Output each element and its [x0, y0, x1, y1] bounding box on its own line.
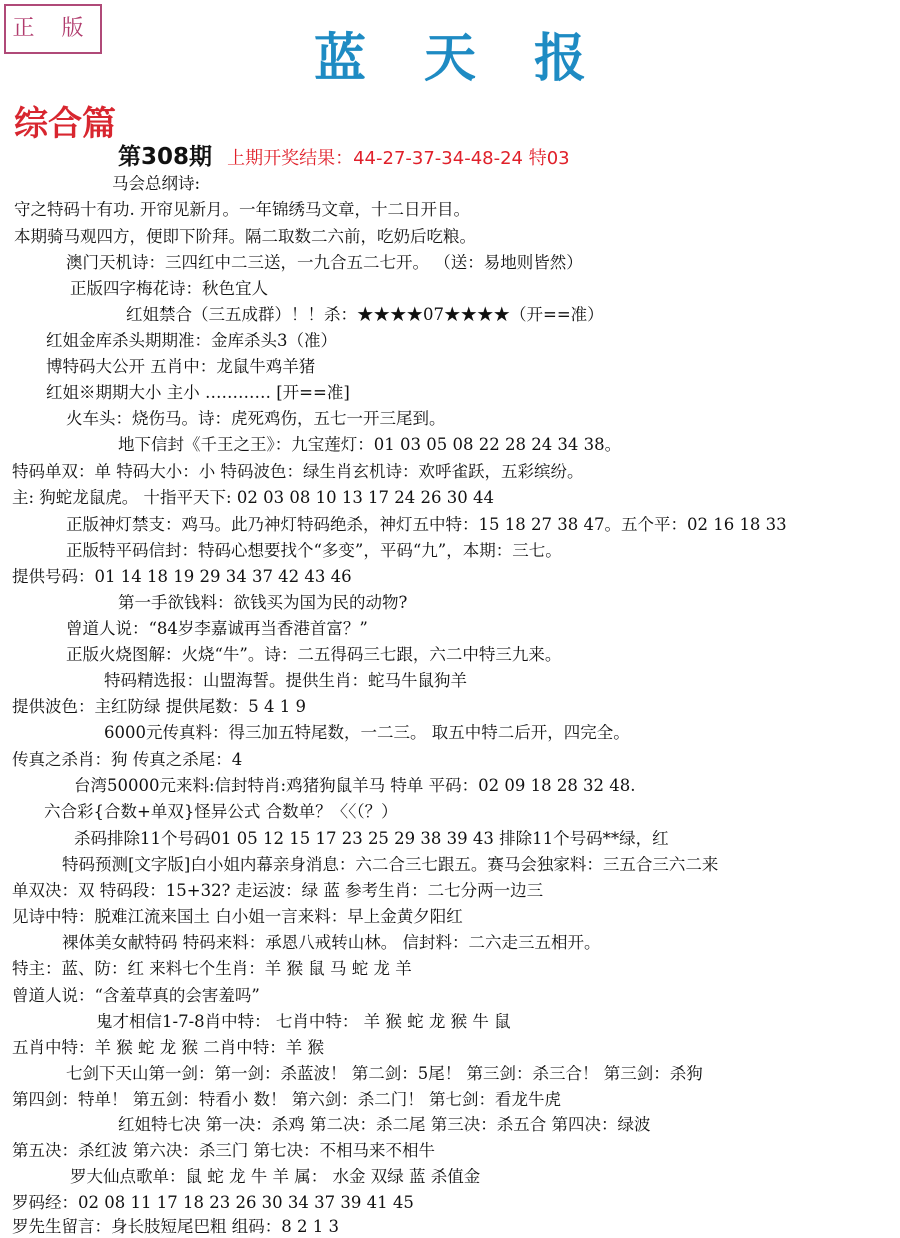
text-line: 罗大仙点歌单：鼠 蛇 龙 牛 羊 属： 水金 双绿 蓝 杀值金 — [70, 1167, 481, 1186]
issue-row — [118, 138, 570, 171]
text-line: 裸体美女献特码 特码来料：承恩八戒转山林。 信封料：二六走三五相开。 — [62, 933, 601, 952]
text-line: 提供号码：01 14 18 19 29 34 37 42 43 46 — [12, 567, 352, 586]
text-line: 主: 狗蛇龙鼠虎。 十指平天下: 02 03 08 10 13 17 24 26 30 44 — [12, 488, 495, 507]
text-line: 特码单双：单 特码大小：小 特码波色：绿生肖玄机诗：欢呼雀跃，五彩缤纷。 — [12, 462, 584, 481]
text-line: 正版四字梅花诗：秋色宜人 — [70, 279, 268, 298]
text-line: 七剑下天山第一剑：第一剑：杀蓝波！ 第二剑：5尾！ 第三剑：杀三合！ 第三剑：杀狗 — [66, 1064, 703, 1083]
text-line: 鬼才相信1-7-8肖中特： 七肖中特： 羊 猴 蛇 龙 猴 牛 鼠 — [96, 1012, 511, 1031]
text-line: 正版火烧图解：火烧“牛”。诗：二五得码三七跟，六二中特三九来。 — [66, 645, 562, 664]
text-line: 单双决：双 特码段：15+32? 走运波：绿 蓝 参考生肖：二七分两一边三 — [12, 881, 544, 900]
text-line: 特码预测[文字版]白小姐内幕亲身消息：六二合三七跟五。赛马会独家料：三五合三六二来 — [62, 855, 719, 874]
section-title: 综合篇 — [14, 104, 116, 144]
text-line: 罗码经：02 08 11 17 18 23 26 30 34 37 39 41 45 — [12, 1193, 414, 1212]
text-line: 曾道人说：“含羞草真的会害羞吗” — [12, 986, 260, 1005]
text-line: 地下信封《千王之王》：九宝莲灯：01 03 05 08 22 28 24 34 38。 — [118, 435, 622, 454]
text-line: 红姐※期期大小 主小 ………… [开==准] — [46, 383, 350, 402]
text-line: 澳门天机诗：三四红中二三送，一九合五二七开。 （送：易地则皆然） — [66, 253, 583, 272]
text-line: 马会总纲诗: — [112, 174, 201, 193]
text-line: 曾道人说：“84岁李嘉诚再当香港首富？” — [66, 619, 368, 638]
text-line: 特主：蓝、防：红 来料七个生肖：羊 猴 鼠 马 蛇 龙 羊 — [12, 959, 412, 978]
text-line: 特码精选报：山盟海誓。提供生肖：蛇马牛鼠狗羊 — [104, 671, 467, 690]
text-line: 第一手欲钱料：欲钱买为国为民的动物? — [118, 593, 408, 612]
text-line: 第四剑：特单！ 第五剑：特看小 数！ 第六剑：杀二门！ 第七剑：看龙牛虎 — [12, 1090, 561, 1109]
text-line: 6000元传真料：得三加五特尾数，一二三。 取五中特二后开，四完全。 — [104, 723, 630, 742]
text-line: 罗先生留言：身长肢短尾巴粗 组码：8 2 1 3 — [12, 1217, 339, 1236]
text-line: 六合彩{合数+单双}怪异公式 合数单？〈〈（？） — [44, 802, 398, 821]
text-line: 正版神灯禁支：鸡马。此乃神灯特码绝杀，神灯五中特：15 18 27 38 47。五个平：02 16 18 33 — [66, 515, 787, 534]
text-line: 提供波色：主红防绿 提供尾数：5 4 1 9 — [12, 697, 306, 716]
text-line: 红姐金库杀头期期准：金库杀头3（准） — [46, 331, 337, 350]
text-line: 守之特码十有功. 开帘见新月。一年锦绣马文章，十二日开目。 — [14, 200, 470, 219]
text-line: 传真之杀肖：狗 传真之杀尾：4 — [12, 750, 243, 769]
text-line: 正版特平码信封：特码心想要找个“多变”，平码“九”，本期：三七。 — [66, 541, 562, 560]
text-line: 第五决：杀红波 第六决：杀三门 第七决：不相马来不相牛 — [12, 1141, 435, 1160]
text-line: 五肖中特：羊 猴 蛇 龙 猴 二肖中特：羊 猴 — [12, 1038, 324, 1057]
issue-number: 第308期 — [118, 144, 213, 170]
text-line: 红姐特七决 第一决：杀鸡 第二决：杀二尾 第三决：杀五合 第四决：绿波 — [118, 1115, 651, 1134]
text-line: 杀码排除11个号码01 05 12 15 17 23 25 29 38 39 43 排除11个号码**绿，红 — [74, 829, 669, 848]
last-draw-result: 上期开奖结果：44-27-37-34-48-24 特03 — [227, 148, 570, 169]
page-title: 蓝天报 — [313, 28, 644, 89]
text-line: 火车头：烧伤马。诗：虎死鸡伤，五七一开三尾到。 — [66, 409, 446, 428]
text-line: 博特码大公开 五肖中：龙鼠牛鸡羊猪 — [46, 357, 316, 376]
text-line: 红姐禁合（三五成群）！！杀：★★★★07★★★★（开==准） — [126, 305, 604, 324]
authentic-badge: 正 版 — [4, 4, 102, 54]
text-line: 台湾50000元来料:信封特肖:鸡猪狗鼠羊马 特单 平码：02 09 18 28 32 48. — [74, 776, 636, 795]
text-line: 本期骑马观四方，便即下阶拜。隔二取数二六前，吃奶后吃粮。 — [14, 227, 476, 246]
text-line: 见诗中特：脱难江流来国土 白小姐一言来料：早上金黄夕阳红 — [12, 907, 463, 926]
